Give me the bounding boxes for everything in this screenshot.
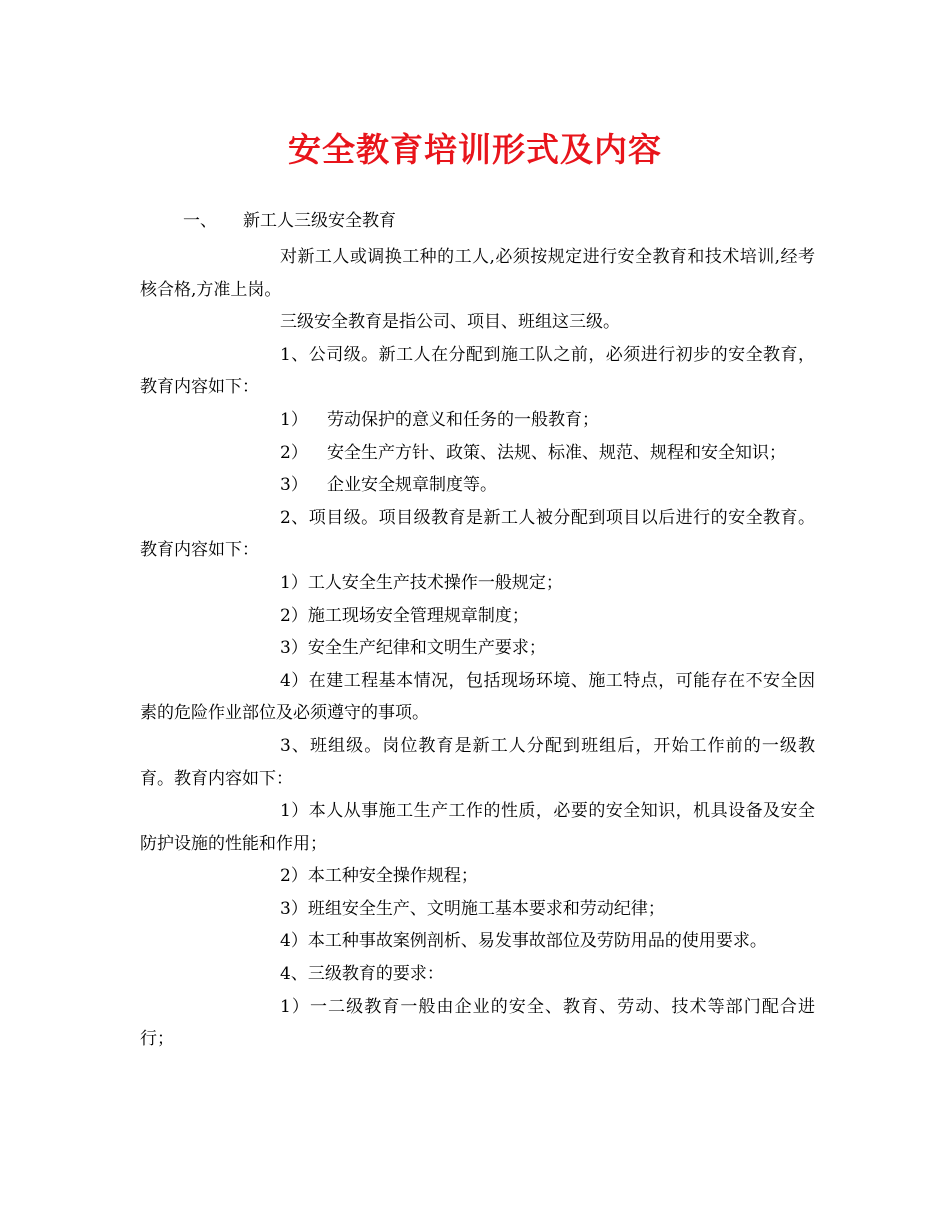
list-marker: 3） — [280, 475, 308, 496]
paragraph-three-levels: 三级安全教育是指公司、项目、班组这三级。 — [280, 312, 620, 333]
section-heading-text: 新工人三级安全教育 — [243, 211, 396, 231]
list-item-team-4: 4）本工种事故案例剖析、易发事故部位及劳防用品的使用要求。 — [280, 931, 767, 952]
paragraph-requirements: 4、三级教育的要求： — [280, 964, 444, 985]
list-item-company-2 — [140, 437, 815, 470]
list-item-requirement-1: 1）一二级教育一般由企业的安全、教育、劳动、技术等部门配合进行； — [140, 996, 815, 1050]
list-item-project-3: 3）安全生产纪律和文明生产要求； — [280, 638, 546, 659]
paragraph-training-rule: 对新工人或调换工种的工人,必须按规定进行安全教育和技术培训,经考核合格,方准上岗。 — [140, 247, 815, 300]
list-item-team-2: 2）本工种安全操作规程； — [280, 866, 478, 887]
list-item-text: 企业安全规章制度等。 — [327, 475, 497, 496]
document-body — [140, 241, 815, 1056]
section-number: 一、 — [183, 211, 217, 231]
list-marker: 1） — [280, 409, 308, 430]
list-item-company-1 — [140, 404, 815, 437]
list-item-team-3: 3）班组安全生产、文明施工基本要求和劳动纪律； — [280, 898, 665, 919]
list-item-text: 劳动保护的意义和任务的一般教育； — [327, 409, 599, 430]
list-item-project-2: 2）施工现场安全管理规章制度； — [280, 605, 529, 626]
section-heading — [183, 208, 396, 234]
paragraph-company-level: 1、公司级。新工人在分配到施工队之前，必须进行初步的安全教育，教育内容如下： — [140, 344, 815, 398]
list-item-team-1: 1）本人从事施工生产工作的性质，必要的安全知识，机具设备及安全防护设施的性能和作用； — [140, 801, 815, 854]
paragraph-project-level: 2、项目级。项目级教育是新工人被分配到项目以后进行的安全教育。教育内容如下： — [140, 507, 815, 561]
list-item-project-1: 1）工人安全生产技术操作一般规定； — [280, 572, 563, 593]
list-item-company-3 — [140, 469, 815, 502]
list-item-text: 安全生产方针、政策、法规、标准、规范、规程和安全知识； — [327, 442, 786, 463]
list-item-project-4: 4）在建工程基本情况，包括现场环境、施工特点，可能存在不安全因素的危险作业部位及必须遵守的事项。 — [140, 670, 815, 724]
list-marker: 2） — [280, 442, 308, 463]
paragraph-team-level: 3、班组级。岗位教育是新工人分配到班组后，开始工作前的一级教育。教育内容如下： — [140, 735, 815, 789]
document-title: 安全教育培训形式及内容 — [288, 130, 662, 169]
